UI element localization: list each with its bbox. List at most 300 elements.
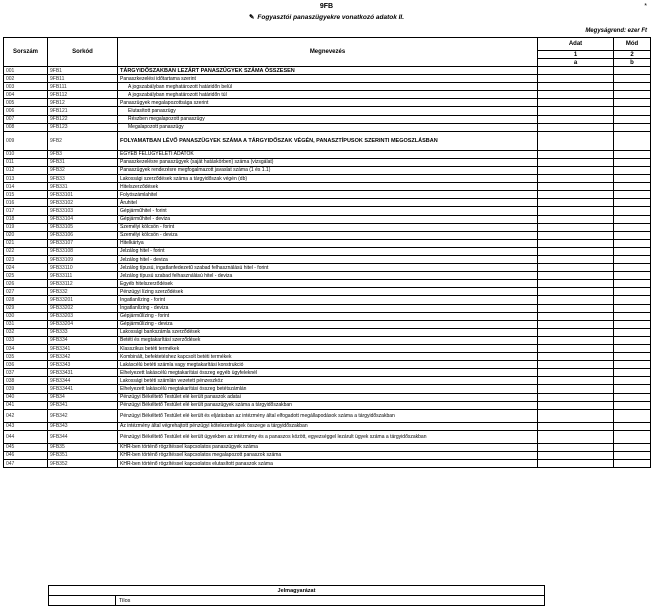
adat-input-cell[interactable]: [538, 191, 614, 199]
adat-input-cell[interactable]: [538, 353, 614, 361]
adat-input-cell[interactable]: [538, 460, 614, 468]
row-name: Lakossági bankszámla szerződések: [118, 328, 538, 336]
mod-input-cell[interactable]: [614, 272, 651, 280]
mod-input-cell[interactable]: [614, 166, 651, 174]
table-row: [4, 231, 651, 239]
table-row: [4, 131, 651, 150]
table-row: [4, 223, 651, 231]
table-row: [4, 353, 651, 361]
row-name: Gépjárműhitel - forint: [118, 207, 538, 215]
table-row: [4, 75, 651, 83]
row-code: 9FB3342: [48, 353, 118, 361]
table-row: [4, 312, 651, 320]
row-code: 9FB33103: [48, 207, 118, 215]
row-number: 014: [4, 183, 48, 191]
table-row: [4, 207, 651, 215]
col-header-megnevezes: Megnevezés: [118, 38, 538, 67]
row-number: 043: [4, 422, 48, 430]
adat-input-cell[interactable]: [538, 199, 614, 207]
row-number: 040: [4, 393, 48, 401]
col-number-mod: 2: [614, 51, 651, 59]
row-number: 047: [4, 460, 48, 468]
row-number: 028: [4, 296, 48, 304]
row-number: 015: [4, 191, 48, 199]
row-name: Egyéb hitelszerződések: [118, 280, 538, 288]
row-code: 9FB33108: [48, 247, 118, 255]
row-name: Gépjárműlízing - deviza: [118, 320, 538, 328]
row-number: 026: [4, 280, 48, 288]
pencil-icon: ✎: [248, 14, 255, 21]
mod-input-cell[interactable]: [614, 280, 651, 288]
adat-input-cell[interactable]: [538, 255, 614, 263]
row-code: 9FB33203: [48, 312, 118, 320]
adat-input-cell[interactable]: [538, 288, 614, 296]
row-code: 9FB33204: [48, 320, 118, 328]
adat-input-cell[interactable]: [538, 239, 614, 247]
mod-input-cell[interactable]: [614, 131, 651, 150]
mod-input-cell[interactable]: [614, 255, 651, 263]
row-name: Az intézmény által végrehajtott pénzügyi kötelezettségek összege a tárgyidőszakban: [118, 422, 538, 430]
row-code: 9FB33: [48, 175, 118, 183]
col-header-mod: Mód: [614, 38, 651, 51]
row-code: 9FB33110: [48, 264, 118, 272]
mod-input-cell[interactable]: [614, 296, 651, 304]
row-number: 010: [4, 150, 48, 158]
table-row: [4, 150, 651, 158]
row-number: 029: [4, 304, 48, 312]
adat-input-cell[interactable]: [538, 443, 614, 451]
row-number: 021: [4, 239, 48, 247]
mod-input-cell[interactable]: [614, 175, 651, 183]
adat-input-cell[interactable]: [538, 107, 614, 115]
row-code: 9FB32: [48, 166, 118, 174]
mod-input-cell[interactable]: [614, 393, 651, 401]
row-number: 041: [4, 401, 48, 409]
row-number: 006: [4, 107, 48, 115]
table-row: [4, 385, 651, 393]
row-name: Lakossági szerződések száma a tárgyidőszak végén (db): [118, 175, 538, 183]
row-number: 031: [4, 320, 48, 328]
row-code: 9FB333: [48, 328, 118, 336]
adat-input-cell[interactable]: [538, 280, 614, 288]
row-number: 008: [4, 123, 48, 131]
adat-input-cell[interactable]: [538, 328, 614, 336]
mod-input-cell[interactable]: [614, 304, 651, 312]
mod-input-cell[interactable]: [614, 443, 651, 451]
row-name: Elhelyezett lakáscélú megtakarítási összeg betétszámlán: [118, 385, 538, 393]
adat-input-cell[interactable]: [538, 158, 614, 166]
adat-input-cell[interactable]: [538, 361, 614, 369]
row-number: 012: [4, 166, 48, 174]
mod-input-cell[interactable]: [614, 430, 651, 443]
row-name: Panaszkezelési időtartama szerint: [118, 75, 538, 83]
adat-input-cell[interactable]: [538, 75, 614, 83]
adat-input-cell[interactable]: [538, 369, 614, 377]
table-row: [4, 272, 651, 280]
adat-input-cell[interactable]: [538, 409, 614, 422]
row-number: 036: [4, 361, 48, 369]
table-row: [4, 328, 651, 336]
mod-input-cell[interactable]: [614, 231, 651, 239]
mod-input-cell[interactable]: [614, 385, 651, 393]
col-number-adat: 1: [538, 51, 614, 59]
table-row: [4, 336, 651, 344]
adat-input-cell[interactable]: [538, 264, 614, 272]
adat-input-cell[interactable]: [538, 430, 614, 443]
row-code: 9FB33112: [48, 280, 118, 288]
row-name: Megalapozott panaszügy: [118, 123, 538, 131]
row-code: 9FB33102: [48, 199, 118, 207]
row-name: Ingatlanlízing - forint: [118, 296, 538, 304]
row-name: Panaszügyek rendezésre megfogalmazott javaslat száma (1 és 1.1): [118, 166, 538, 174]
adat-input-cell[interactable]: [538, 231, 614, 239]
row-number: 024: [4, 264, 48, 272]
adat-input-cell[interactable]: [538, 166, 614, 174]
table-row: [4, 320, 651, 328]
mod-input-cell[interactable]: [614, 409, 651, 422]
row-name: Panaszügyek megalapozottsága szerint: [118, 99, 538, 107]
table-row: [4, 264, 651, 272]
row-name: Elhelyezett lakáscélú megtakarítási összeg egyéb ügyfeleknél: [118, 369, 538, 377]
table-row: [4, 377, 651, 385]
adat-input-cell[interactable]: [538, 183, 614, 191]
adat-input-cell[interactable]: [538, 401, 614, 409]
mod-input-cell[interactable]: [614, 320, 651, 328]
adat-input-cell[interactable]: [538, 150, 614, 158]
row-code: 9FB343: [48, 422, 118, 430]
row-code: 9FB121: [48, 107, 118, 115]
mod-input-cell[interactable]: [614, 451, 651, 459]
row-code: 9FB33101: [48, 191, 118, 199]
row-name: Pénzügyi lízing szerződések: [118, 288, 538, 296]
row-code: 9FB33104: [48, 215, 118, 223]
row-number: 032: [4, 328, 48, 336]
row-code: 9FB31: [48, 158, 118, 166]
row-code: 9FB33431: [48, 369, 118, 377]
row-code: 9FB351: [48, 451, 118, 459]
row-name: A jogszabályban meghatározott határidőn túl: [118, 91, 538, 99]
row-number: 004: [4, 91, 48, 99]
adat-input-cell[interactable]: [538, 175, 614, 183]
table-row: [4, 158, 651, 166]
row-name: Áruhitel: [118, 199, 538, 207]
row-name: Jelzálog hitel - forint: [118, 247, 538, 255]
row-name: A jogszabályban meghatározott határidőn belül: [118, 83, 538, 91]
mod-input-cell[interactable]: [614, 328, 651, 336]
row-number: 005: [4, 99, 48, 107]
row-number: 035: [4, 353, 48, 361]
mod-input-cell[interactable]: [614, 115, 651, 123]
row-code: 9FB123: [48, 123, 118, 131]
legend-swatch: [49, 596, 116, 606]
row-number: 023: [4, 255, 48, 263]
row-code: 9FB33109: [48, 255, 118, 263]
mod-input-cell[interactable]: [614, 199, 651, 207]
row-name: Lakossági betéti számlán vezetett pénzeszköz: [118, 377, 538, 385]
row-name: Pénzügyi Békéltető Testület elé került és eljárásban az intézmény által elfogadott megállapodások száma a tárgyidőszakban: [118, 409, 538, 422]
table-row: [4, 107, 651, 115]
mod-input-cell[interactable]: [614, 247, 651, 255]
table-row: [4, 255, 651, 263]
row-name: Gépjárműhitel - deviza: [118, 215, 538, 223]
table-row: [4, 67, 651, 75]
row-code: 9FB3344: [48, 377, 118, 385]
table-row: [4, 422, 651, 430]
mod-input-cell[interactable]: [614, 215, 651, 223]
row-number: 020: [4, 231, 48, 239]
adat-input-cell[interactable]: [538, 422, 614, 430]
adat-input-cell[interactable]: [538, 345, 614, 353]
row-name: Hitelszerződések: [118, 183, 538, 191]
row-number: 007: [4, 115, 48, 123]
form-subtitle-text: Fogyasztói panaszügyekre vonatkozó adatok II.: [257, 14, 405, 21]
row-name: Jelzálog típusú, ingatlanfedezetű szabad felhasználású hitel - forint: [118, 264, 538, 272]
adat-input-cell[interactable]: [538, 247, 614, 255]
col-header-sorkod: Sorkód: [48, 38, 118, 67]
mod-input-cell[interactable]: [614, 99, 651, 107]
table-row: [4, 215, 651, 223]
row-code: 9FB332: [48, 288, 118, 296]
unit-label: Megyságrend: ezer Ft: [585, 28, 647, 34]
row-code: 9FB33202: [48, 304, 118, 312]
legend-table: [48, 585, 545, 606]
row-number: 044: [4, 430, 48, 443]
mod-input-cell[interactable]: [614, 422, 651, 430]
adat-input-cell[interactable]: [538, 320, 614, 328]
row-code: 9FB2: [48, 131, 118, 150]
mod-input-cell[interactable]: [614, 312, 651, 320]
mod-input-cell[interactable]: [614, 377, 651, 385]
row-name: Kombinált, befektetéshez kapcsolt betéti termékek: [118, 353, 538, 361]
form-subtitle: [0, 13, 653, 21]
table-row: [4, 166, 651, 174]
row-name: Klasszikus betéti termékek: [118, 345, 538, 353]
table-row: [4, 99, 651, 107]
table-row: [4, 288, 651, 296]
row-name: Panaszkezelésre panaszügyek (saját hatáskörben) száma (vizsgálat): [118, 158, 538, 166]
mod-input-cell[interactable]: [614, 288, 651, 296]
row-name: Ingatlanlízing - deviza: [118, 304, 538, 312]
table-row: [4, 451, 651, 459]
mod-input-cell[interactable]: [614, 75, 651, 83]
row-name: Gépjárműlízing - forint: [118, 312, 538, 320]
table-row: [4, 304, 651, 312]
adat-input-cell[interactable]: [538, 304, 614, 312]
row-name: Folyószámlahitel: [118, 191, 538, 199]
row-code: 9FB12: [48, 99, 118, 107]
table-row: [4, 296, 651, 304]
table-row: [4, 247, 651, 255]
row-number: 018: [4, 215, 48, 223]
row-number: 030: [4, 312, 48, 320]
table-row: [4, 199, 651, 207]
row-number: 042: [4, 409, 48, 422]
mod-input-cell[interactable]: [614, 183, 651, 191]
table-row: [4, 123, 651, 131]
row-code: 9FB341: [48, 401, 118, 409]
table-row: [4, 115, 651, 123]
mod-input-cell[interactable]: [614, 67, 651, 75]
data-table: [3, 37, 651, 468]
mod-input-cell[interactable]: [614, 345, 651, 353]
adat-input-cell[interactable]: [538, 385, 614, 393]
table-row: [4, 191, 651, 199]
row-name: Elutasított panaszügy: [118, 107, 538, 115]
row-name: TÁRGYIDŐSZAKBAN LEZÁRT PANASZÜGYEK SZÁMA ÖSSZESEN: [118, 67, 538, 75]
row-name: Jelzálog hitel - deviza: [118, 255, 538, 263]
row-name: Pénzügyi Békéltető Testület elé került panaszok adatai: [118, 393, 538, 401]
row-code: 9FB33107: [48, 239, 118, 247]
adat-input-cell[interactable]: [538, 83, 614, 91]
row-code: 9FB1: [48, 67, 118, 75]
table-row: [4, 175, 651, 183]
table-row: [4, 91, 651, 99]
row-name: Hitelkártya: [118, 239, 538, 247]
row-name: Pénzügyi Békéltető Testület elé került panaszügyek száma a tárgyidőszakban: [118, 401, 538, 409]
table-row: [4, 401, 651, 409]
adat-input-cell[interactable]: [538, 336, 614, 344]
row-number: 003: [4, 83, 48, 91]
legend-title: Jelmagyarázat: [49, 586, 545, 596]
row-name: KHR-ben történő rögzítéssel kapcsolatos elutasított panaszok száma: [118, 460, 538, 468]
table-row: [4, 369, 651, 377]
row-code: 9FB342: [48, 409, 118, 422]
row-code: 9FB33201: [48, 296, 118, 304]
row-code: 9FB352: [48, 460, 118, 468]
row-code: 9FB33106: [48, 231, 118, 239]
row-name: KHR-ben történő rögzítéssel kapcsolatos megalapozott panaszok száma: [118, 451, 538, 459]
row-number: 009: [4, 131, 48, 150]
row-code: 9FB3: [48, 150, 118, 158]
table-row: [4, 83, 651, 91]
row-name: Jelzálog típusú szabad felhasználású hitel - deviza: [118, 272, 538, 280]
adat-input-cell[interactable]: [538, 393, 614, 401]
row-number: 039: [4, 385, 48, 393]
row-number: 034: [4, 345, 48, 353]
adat-input-cell[interactable]: [538, 131, 614, 150]
row-name: KHR-ben történő rögzítéssel kapcsolatos panaszügyek száma: [118, 443, 538, 451]
adat-input-cell[interactable]: [538, 99, 614, 107]
row-number: 001: [4, 67, 48, 75]
table-row: [4, 460, 651, 468]
table-row: [4, 345, 651, 353]
row-code: 9FB111: [48, 83, 118, 91]
row-number: 019: [4, 223, 48, 231]
row-number: 017: [4, 207, 48, 215]
adat-input-cell[interactable]: [538, 215, 614, 223]
table-row: [4, 393, 651, 401]
mod-input-cell[interactable]: [614, 123, 651, 131]
row-number: 045: [4, 443, 48, 451]
mod-input-cell[interactable]: [614, 336, 651, 344]
adat-input-cell[interactable]: [538, 377, 614, 385]
adat-input-cell[interactable]: [538, 312, 614, 320]
mod-input-cell[interactable]: [614, 107, 651, 115]
row-number: 038: [4, 377, 48, 385]
row-code: 9FB35: [48, 443, 118, 451]
row-name: Lakáscélú betéti számla vagy megtakarítási konstrukció: [118, 361, 538, 369]
row-number: 033: [4, 336, 48, 344]
table-body: [4, 67, 651, 468]
row-code: 9FB33441: [48, 385, 118, 393]
adat-input-cell[interactable]: [538, 223, 614, 231]
adat-input-cell[interactable]: [538, 123, 614, 131]
table-row: [4, 430, 651, 443]
table-row: [4, 280, 651, 288]
adat-input-cell[interactable]: [538, 296, 614, 304]
mod-input-cell[interactable]: [614, 401, 651, 409]
mod-input-cell[interactable]: [614, 264, 651, 272]
adat-input-cell[interactable]: [538, 451, 614, 459]
row-number: 046: [4, 451, 48, 459]
row-code: 9FB112: [48, 91, 118, 99]
mod-input-cell[interactable]: [614, 223, 651, 231]
row-code: 9FB334: [48, 336, 118, 344]
adat-input-cell[interactable]: [538, 67, 614, 75]
mod-input-cell[interactable]: [614, 353, 651, 361]
table-row: [4, 239, 651, 247]
table-row: [4, 409, 651, 422]
row-name: Személyi kölcsön - deviza: [118, 231, 538, 239]
mod-input-cell[interactable]: [614, 158, 651, 166]
mod-input-cell[interactable]: [614, 91, 651, 99]
row-number: 037: [4, 369, 48, 377]
row-name: Betéti és megtakarítási szerződések: [118, 336, 538, 344]
table-row: [4, 183, 651, 191]
adat-input-cell[interactable]: [538, 91, 614, 99]
mod-input-cell[interactable]: [614, 83, 651, 91]
mod-input-cell[interactable]: [614, 150, 651, 158]
row-code: 9FB3341: [48, 345, 118, 353]
row-number: 016: [4, 199, 48, 207]
row-code: 9FB11: [48, 75, 118, 83]
mod-input-cell[interactable]: [614, 191, 651, 199]
mod-input-cell[interactable]: [614, 369, 651, 377]
mod-input-cell[interactable]: [614, 239, 651, 247]
row-number: 011: [4, 158, 48, 166]
row-name: Személyi kölcsön - forint: [118, 223, 538, 231]
legend-item: Tilos: [116, 596, 545, 606]
mod-input-cell[interactable]: [614, 361, 651, 369]
mod-input-cell[interactable]: [614, 460, 651, 468]
row-code: 9FB34: [48, 393, 118, 401]
row-number: 022: [4, 247, 48, 255]
row-number: 027: [4, 288, 48, 296]
row-name: EGYÉB FELÜGYELETI ADATOK: [118, 150, 538, 158]
adat-input-cell[interactable]: [538, 115, 614, 123]
table-row: [4, 443, 651, 451]
table-row: [4, 361, 651, 369]
row-code: 9FB33111: [48, 272, 118, 280]
row-name: Pénzügyi Békéltető Testület elé került ügyekben az intézmény és a panaszos között, egyezséggel lezárult ügyek száma a tárgyidőszakban: [118, 430, 538, 443]
form-code: 9FB: [319, 3, 334, 10]
row-code: 9FB344: [48, 430, 118, 443]
col-letter-adat: a: [538, 59, 614, 67]
row-code: 9FB122: [48, 115, 118, 123]
row-name: FOLYAMATBAN LÉVŐ PANASZÜGYEK SZÁMA A TÁRGYIDŐSZAK VÉGÉN, PANASZTÍPUSOK SZERINTI MEGOSZLÁSBAN: [118, 131, 538, 150]
mod-input-cell[interactable]: [614, 207, 651, 215]
row-code: 9FB3343: [48, 361, 118, 369]
col-letter-mod: b: [614, 59, 651, 67]
adat-input-cell[interactable]: [538, 272, 614, 280]
corner-mark: *: [644, 3, 647, 10]
row-number: 025: [4, 272, 48, 280]
col-header-sorszam: Sorszám: [4, 38, 48, 67]
row-name: Részben megalapozott panaszügy: [118, 115, 538, 123]
col-header-adat: Adat: [538, 38, 614, 51]
row-number: 002: [4, 75, 48, 83]
adat-input-cell[interactable]: [538, 207, 614, 215]
